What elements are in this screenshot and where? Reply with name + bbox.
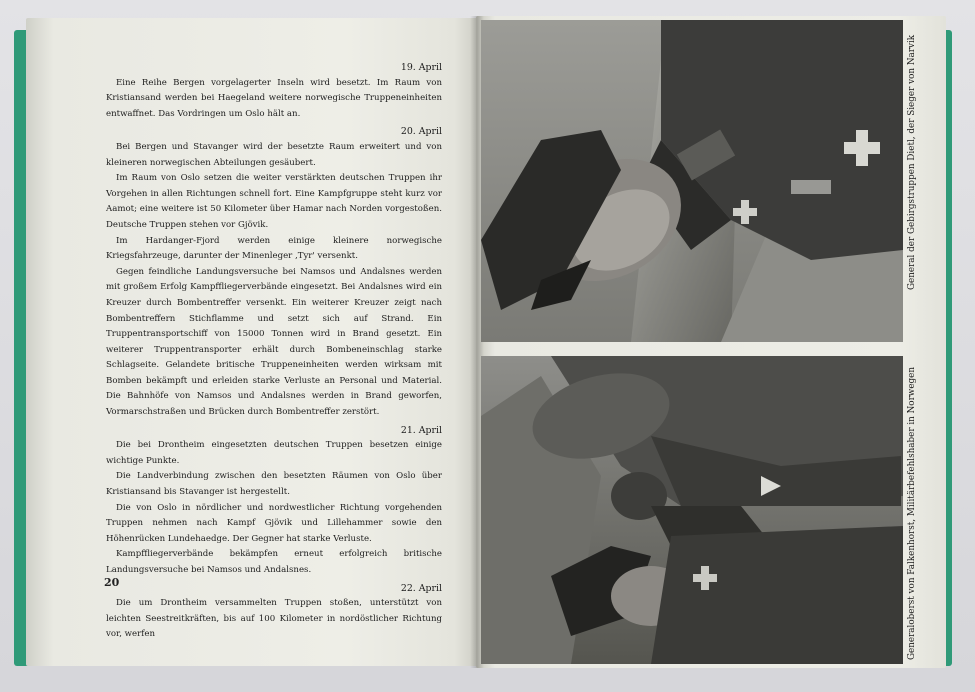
entry-date: 20. April xyxy=(400,126,442,138)
entry-paragraph: Kampffliegerverbände bekämpfen erneut erfolgreich britische Landungsversuche bei Namsos und Andalsnes. xyxy=(106,549,442,575)
page-text xyxy=(106,58,442,643)
photo-caption-bottom: Generaloberst von Falkenhorst, Militärbefehlshaber in Norwegen xyxy=(907,366,917,660)
entry-paragraph: Die bei Drontheim eingesetzten deutschen Truppen besetzen einige wichtige Punkte. xyxy=(106,440,442,466)
entry-date: 22. April xyxy=(400,582,442,594)
officers-group-image xyxy=(481,356,903,664)
officers-group-photo xyxy=(481,356,903,664)
entry-20-april xyxy=(106,124,442,420)
entry-paragraph: Gegen feindliche Landungsversuche bei Namsos und Andalsnes werden mit großem Erfolg Kampffliegerverbände eingesetzt. Bei Andalsnes wird ein Kreuzer durch Bombentreffer versenkt. Ein weiterer Kreuzer zeigt nach Bombentreffern Stichflamme und setzt sich auf Strand. Ein Truppentransportschiff von 15000 Tonnen wird in Brand gesetzt. Ein weiterer Truppentransporter erhält durch Bombeneinschlag starke Schlagseite. Gelandete britische Truppeneinheiten werden wirksam mit Bomben bekämpft und erleiden starke Verluste an Personal und Material. Die Bahnhöfe von Namsos und Andalsnes werden in Brand geworfen, Vormarschstraßen und Brücken durch Bombentreffer zerstört. xyxy=(106,266,442,418)
officer-portrait-image xyxy=(481,20,903,342)
officer-portrait-photo xyxy=(481,20,903,342)
entry-19-april xyxy=(106,60,442,122)
entry-22-april xyxy=(106,581,442,643)
entry-date: 19. April xyxy=(400,62,442,73)
entry-paragraph: Bei Bergen und Stavanger wird der besetzte Raum erweitert und von kleineren norwegischen Abteilungen gesäubert. xyxy=(106,141,442,168)
entry-21-april xyxy=(106,423,442,579)
entry-paragraph: Eine Reihe Bergen vorgelagerter Inseln wird besetzt. Im Raum von Kristiansand werden bei Haegeland weitere norwegische Truppeneinheiten entwaffnet. Das Vordringen um Oslo hält an. xyxy=(106,77,442,119)
page-number: 20 xyxy=(104,576,120,589)
entry-paragraph: Im Raum von Oslo setzen die weiter verstärkten deutschen Truppen ihr Vorgehen in allen Richtungen schnell fort. Eine Kampfgruppe steht kurz vor Aamot; eine weitere ist 50 Kilometer über Hamar nach Norden vorgestoßen. Deutsche Truppen stehen vor Gjövik. xyxy=(106,173,442,230)
entry-paragraph: Im Hardanger-Fjord werden einige kleinere norwegische Kriegsfahrzeuge, darunter der Minenleger ‚Tyr' versenkt. xyxy=(106,235,442,262)
photo-caption-top: General der Gebirgstruppen Dietl, der Sieger von Narvik xyxy=(907,34,917,290)
entry-date: 21. April xyxy=(400,424,442,436)
entry-paragraph: Die Landverbindung zwischen den besetzten Räumen von Oslo über Kristiansand bis Stavanger ist hergestellt. xyxy=(106,471,442,498)
entry-paragraph: Die von Oslo in nördlicher und nordwestlicher Richtung vorgehenden Truppen nehmen nach Kampf Gjövik und Lillehammer sowie den Höhenrücken Lundehaedge. Der Gegner hat starke Verluste. xyxy=(106,502,442,544)
entry-paragraph: Die um Drontheim versammelten Truppen stoßen, unterstützt von leichten Seestreitkräften, bis auf 100 Kilometer in nordöstlicher Richtung vor, werfen xyxy=(106,598,442,640)
